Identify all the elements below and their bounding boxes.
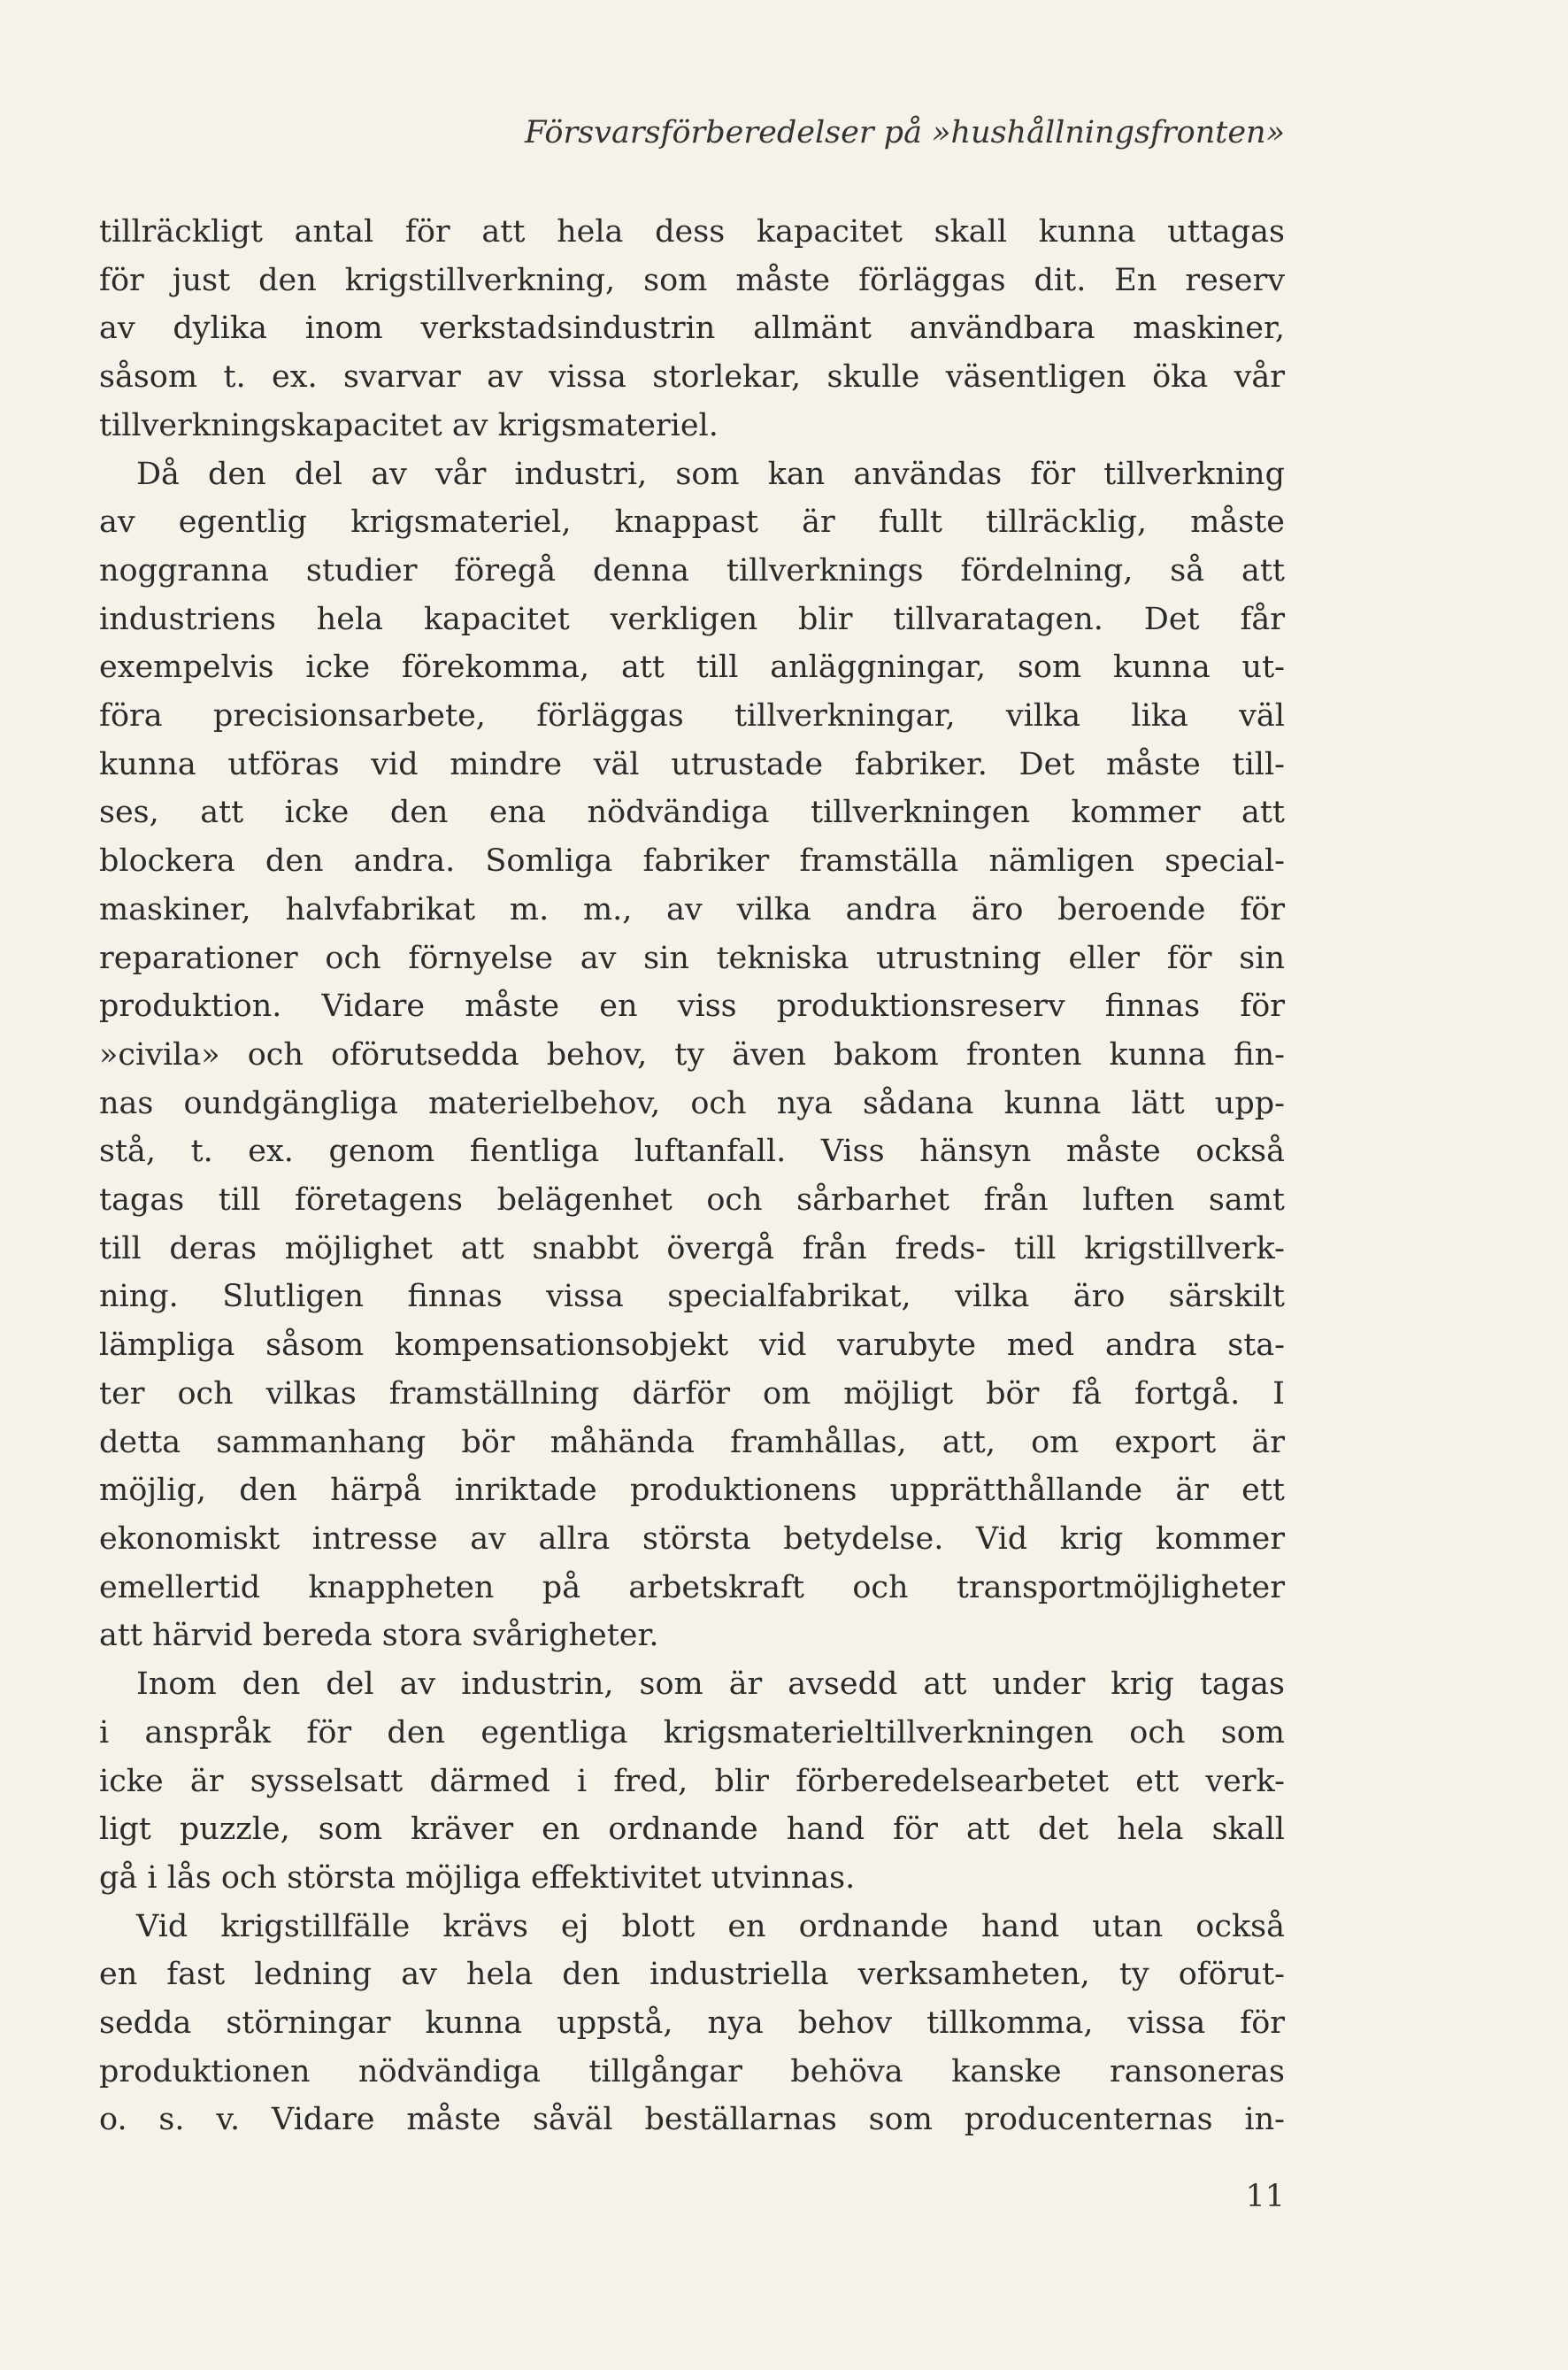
text-line: ligt puzzle, som kräver en ordnande hand för att det hela skall: [99, 1812, 1285, 1848]
text-line: av dylika inom verkstadsindustrin allmänt användbara maskiner,: [99, 311, 1285, 347]
paragraph-3: [99, 1660, 1285, 1903]
text-line: noggranna studier föregå denna tillverknings fördelning, så att: [99, 552, 1285, 589]
text-line: icke är sysselsatt därmed i fred, blir förberedelsearbetet ett verk-: [99, 1763, 1285, 1799]
text-line: produktionen nödvändiga tillgångar behöva kanske ransoneras: [99, 2053, 1285, 2089]
text-line: i anspråk för den egentliga krigsmaterieltillverkningen och som: [99, 1714, 1285, 1751]
text-line: till deras möjlighet att snabbt övergå från freds- till krigstillverk-: [99, 1230, 1285, 1266]
text-line: Då den del av vår industri, som kan användas för tillverkning: [136, 456, 1285, 492]
text-line: blockera den andra. Somliga fabriker framställa nämligen special-: [99, 843, 1285, 880]
text-line: ses, att icke den ena nödvändiga tillverkningen kommer att: [99, 795, 1285, 831]
text-line: reparationer och förnyelse av sin tekniska utrustning eller för sin: [99, 940, 1285, 976]
text-line: kunna utföras vid mindre väl utrustade fabriker. Det måste till-: [99, 746, 1285, 782]
text-line: »civila» och oförutsedda behov, ty även bakom fronten kunna fin-: [99, 1036, 1285, 1073]
paragraph-2: [99, 450, 1285, 1661]
text-line: detta sammanhang bör måhända framhållas, att, om export är: [99, 1424, 1285, 1460]
body-text: [99, 208, 1285, 2144]
text-line: industriens hela kapacitet verkligen blir tillvaratagen. Det får: [99, 601, 1285, 637]
page-number: 11: [1245, 2179, 1285, 2214]
text-line: sedda störningar kunna uppstå, nya behov tillkomma, vissa för: [99, 2005, 1285, 2042]
text-line: ter och vilkas framställning därför om möjligt bör få fortgå. I: [99, 1375, 1285, 1412]
text-line: tagas till företagens belägenhet och sårbarhet från luften samt: [99, 1182, 1285, 1219]
text-line: ekonomiskt intresse av allra största betydelse. Vid krig kommer: [99, 1520, 1285, 1557]
text-line: en fast ledning av hela den industriella verksamheten, ty oförut-: [99, 1957, 1285, 1993]
text-line: Inom den del av industrin, som är avsedd att under krig tagas: [136, 1666, 1285, 1703]
text-line: Vid krigstillfälle krävs ej blott en ordnande hand utan också: [136, 1908, 1285, 1944]
text-line: föra precisionsarbete, förläggas tillverkningar, vilka lika väl: [99, 698, 1285, 735]
text-line: stå, t. ex. genom fientliga luftanfall. Viss hänsyn måste också: [99, 1134, 1285, 1170]
text-line: möjlig, den härpå inriktade produktionens upprätthållande är ett: [99, 1473, 1285, 1509]
text-line: lämpliga såsom kompensationsobjekt vid varubyte med andra sta-: [99, 1327, 1285, 1364]
text-line: ning. Slutligen finnas vissa specialfabrikat, vilka äro särskilt: [99, 1279, 1285, 1315]
running-head: Försvarsförberedelser på »hushållningsfronten»: [525, 115, 1285, 150]
text-line: för just den krigstillverkning, som måste förläggas dit. En reserv: [99, 262, 1285, 298]
text-line: gå i lås och största möjliga effektivitet utvinnas.: [99, 1859, 856, 1896]
text-line: att härvid bereda stora svårigheter.: [99, 1618, 659, 1654]
paragraph-4: [99, 1903, 1285, 2145]
text-line: tillräckligt antal för att hela dess kapacitet skall kunna uttagas: [99, 214, 1285, 250]
text-line: emellertid knappheten på arbetskraft och transportmöjligheter: [99, 1569, 1285, 1605]
text-line: tillverkningskapacitet av krigsmateriel.: [99, 407, 719, 443]
text-line: exempelvis icke förekomma, att till anläggningar, som kunna ut-: [99, 650, 1285, 686]
text-line: o. s. v. Vidare måste såväl beställarnas som producenternas in-: [99, 2102, 1285, 2138]
text-line: produktion. Vidare måste en viss produktionsreserv finnas för: [99, 989, 1285, 1025]
text-line: maskiner, halvfabrikat m. m., av vilka andra äro beroende för: [99, 891, 1285, 927]
text-line: nas oundgängliga materielbehov, och nya sådana kunna lätt upp-: [99, 1085, 1285, 1121]
paragraph-1: [99, 208, 1285, 450]
text-line: av egentlig krigsmateriel, knappast är fullt tillräcklig, måste: [99, 504, 1285, 541]
text-line: såsom t. ex. svarvar av vissa storlekar, skulle väsentligen öka vår: [99, 359, 1285, 396]
